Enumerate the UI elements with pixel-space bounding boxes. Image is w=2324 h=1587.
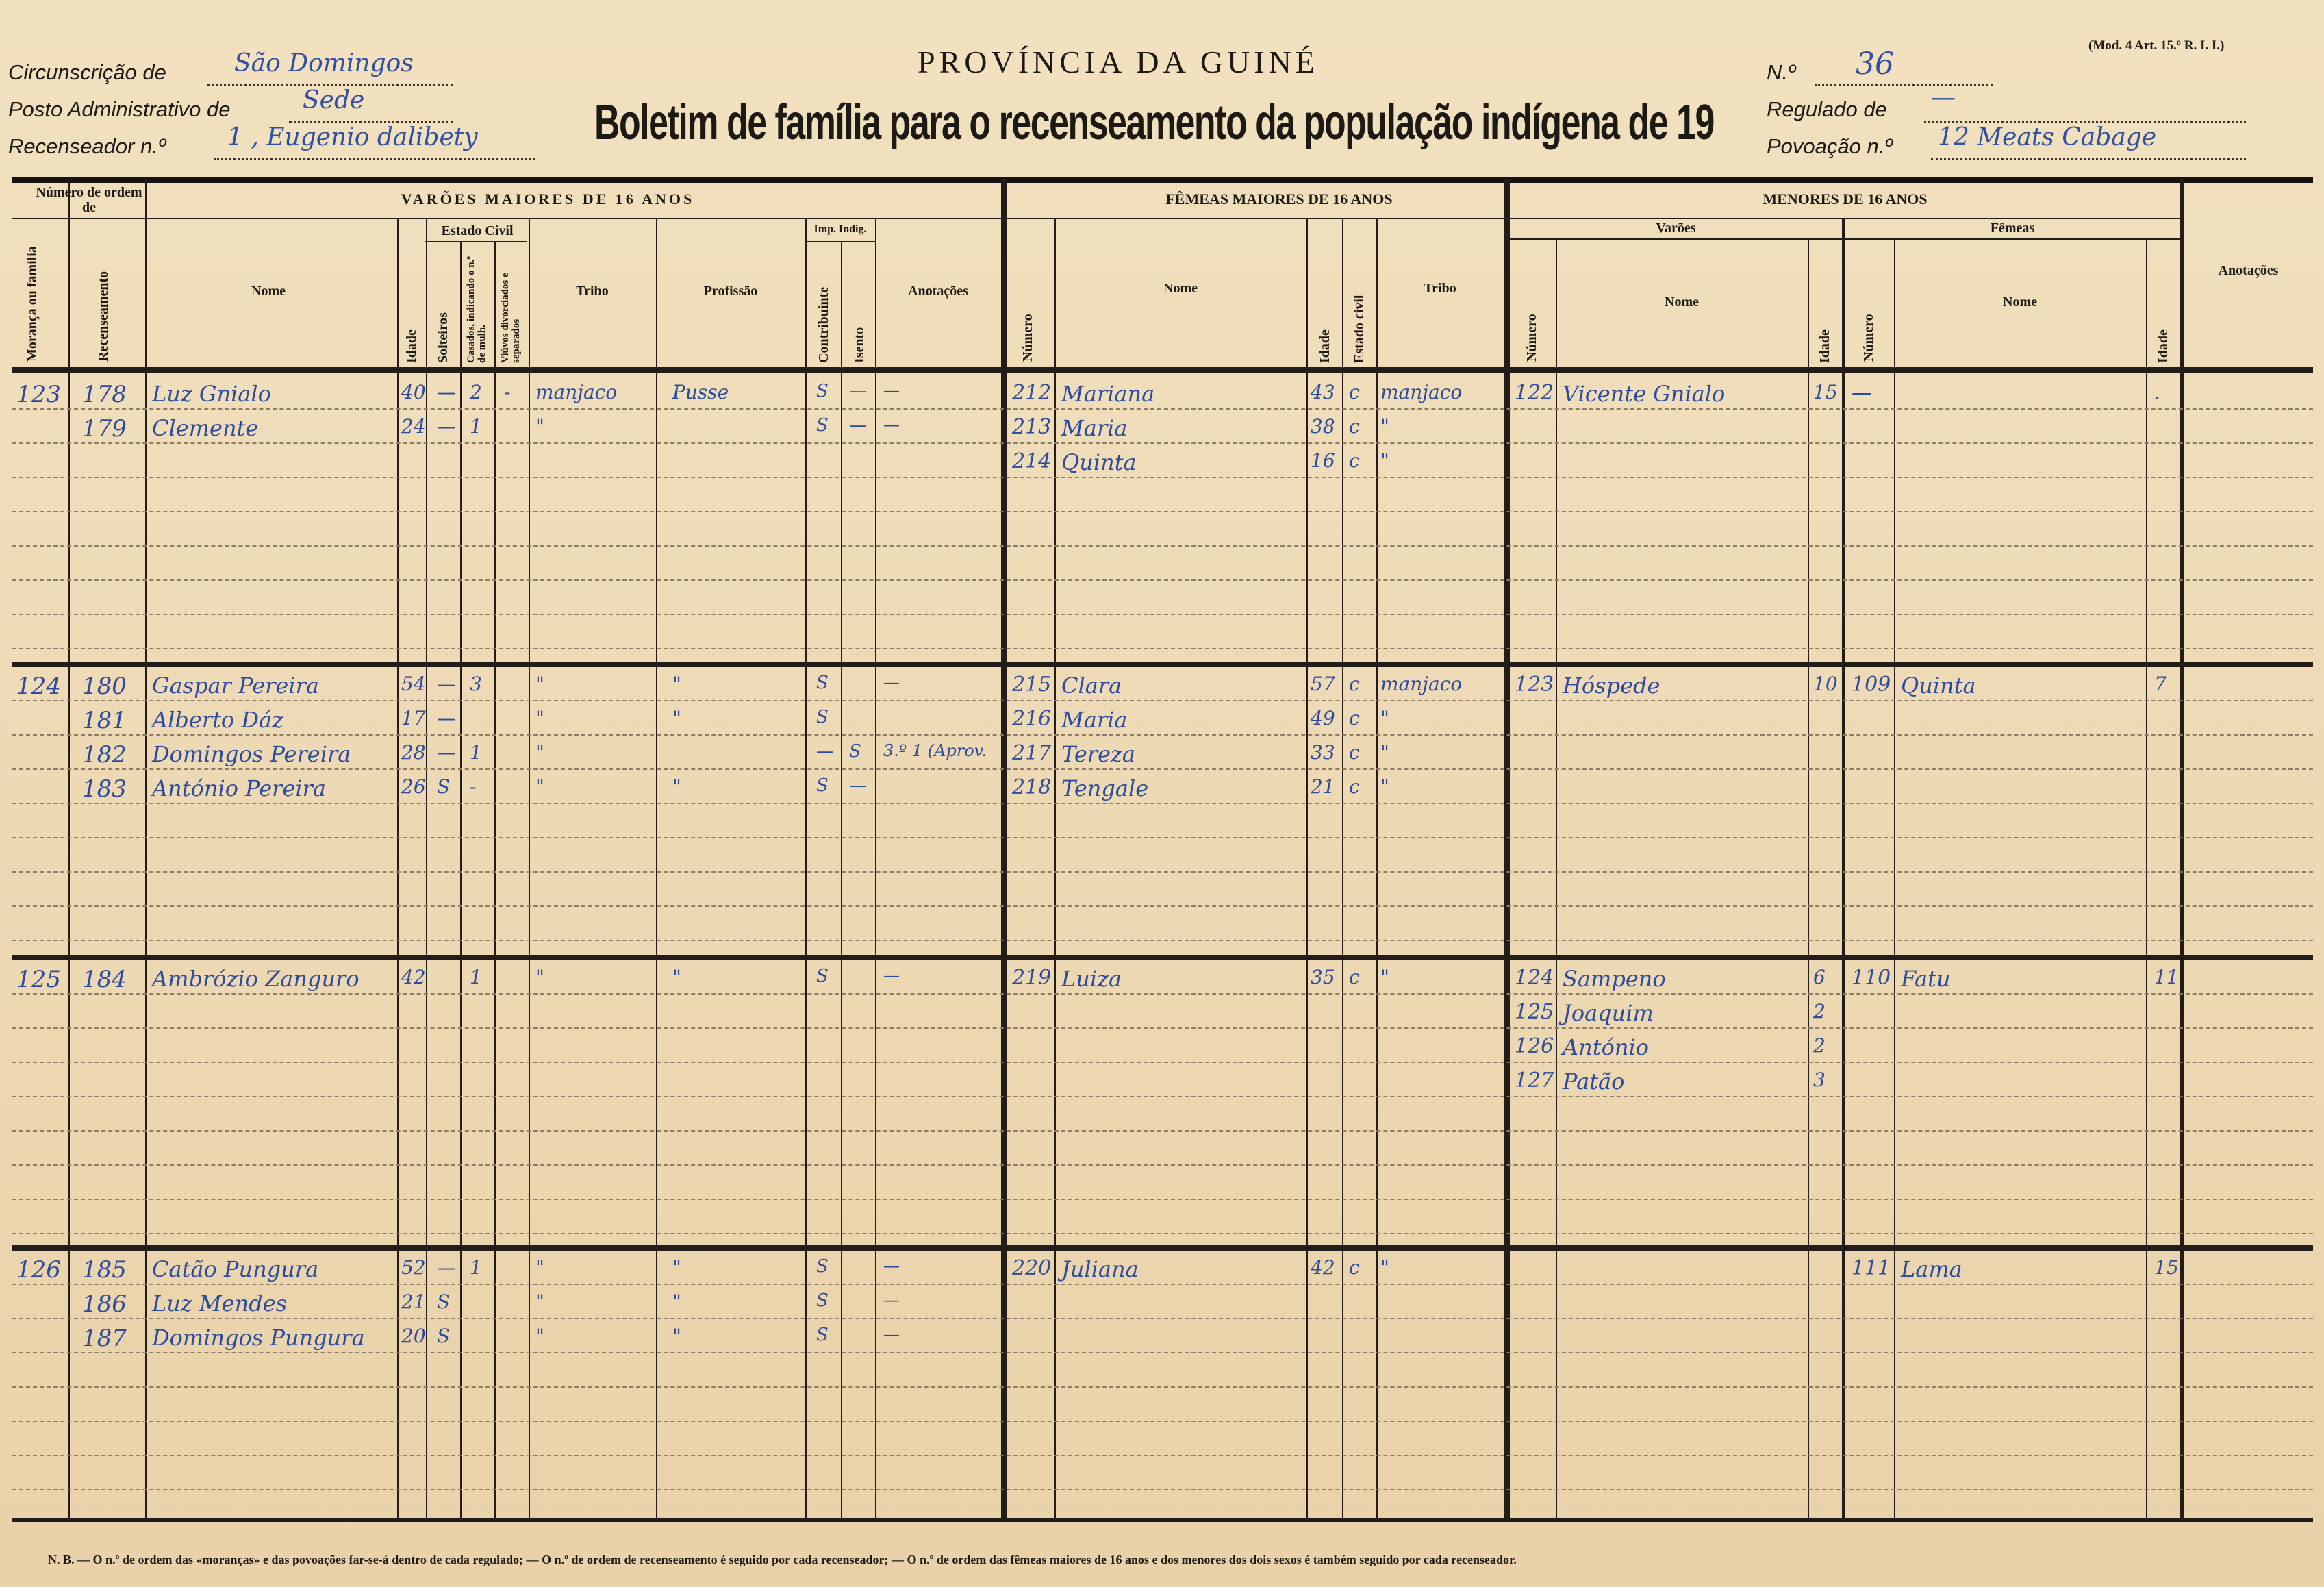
male-name: Ambrózio Zanguro	[152, 966, 359, 992]
dotted-line	[12, 1199, 2313, 1200]
col-line	[1808, 238, 1809, 1522]
col-line	[145, 179, 147, 1522]
dotted-line	[12, 905, 2313, 907]
girl-number: 110	[1852, 966, 1891, 990]
dotted-line	[12, 648, 2313, 649]
col-line	[1306, 218, 1308, 1522]
male-age: 52	[401, 1256, 426, 1279]
male-tribe: "	[535, 1290, 544, 1313]
recenseador-dots	[214, 158, 535, 160]
male-contribuinte: S	[816, 966, 829, 986]
posto-value: Sede	[303, 86, 365, 114]
varoes-group-title: VARÕES MAIORES DE 16 ANOS	[401, 190, 695, 208]
male-solteiro: —	[437, 415, 456, 438]
male-annotation: —	[883, 381, 900, 400]
col-line	[841, 241, 842, 1522]
female-tribe: "	[1380, 741, 1389, 764]
female-name: Maria	[1061, 707, 1128, 733]
female-civil-status: c	[1349, 966, 1360, 988]
footnote: N. B. — O n.º de ordem das «moranças» e das povoações far-se-á dentro de cada regulado; — O n.º de ordem de recenseamento é seguido por cada recenseador; — O n.º de ordem das fêmeas maiores de 16 anos e dos menores dos dois sexos é também seguido por cada recenseador.	[48, 1553, 1517, 1566]
col-tribo: Tribo	[576, 284, 609, 299]
female-civil-status: c	[1349, 415, 1360, 438]
girl-name: Quinta	[1901, 673, 1976, 699]
boy-age: 10	[1813, 673, 1838, 695]
girl-number: —	[1852, 381, 1872, 405]
boy-name: Joaquim	[1563, 1000, 1654, 1026]
moranca-number: 124	[16, 673, 61, 700]
male-annotation: —	[883, 1290, 900, 1310]
female-civil-status: c	[1349, 775, 1360, 798]
col-estado-civil-f: Estado civil	[1352, 295, 1367, 363]
dotted-line	[12, 768, 2313, 770]
female-age: 35	[1311, 966, 1335, 988]
regulado-label: Regulado de	[1767, 97, 1887, 121]
dotted-line	[12, 1489, 2313, 1490]
col-moranca: Morança ou família	[25, 246, 40, 362]
dotted-line	[12, 993, 2313, 995]
male-solteiro: S	[437, 775, 451, 798]
numero-value: 36	[1856, 47, 1894, 82]
col-femeas: Fêmeas	[1990, 221, 2035, 236]
male-age: 20	[401, 1325, 426, 1347]
female-name: Quinta	[1061, 449, 1137, 475]
dotted-line	[12, 477, 2313, 478]
male-isento: —	[849, 775, 867, 796]
male-profession: "	[672, 775, 681, 798]
circunscricao-label: Circunscrição de	[8, 60, 166, 84]
male-isento: S	[849, 741, 861, 762]
estado-civil-rule	[425, 241, 527, 242]
female-age: 42	[1311, 1256, 1335, 1279]
col-numero-f: Número	[1020, 314, 1035, 362]
male-name: António Pereira	[152, 775, 326, 801]
recenseador-label: Recenseador n.º	[8, 134, 166, 158]
col-anotacoes: Anotações	[908, 284, 968, 299]
boy-name: Sampeno	[1563, 966, 1666, 992]
female-number: 216	[1012, 707, 1052, 731]
col-nome-menor-f: Nome	[2003, 295, 2037, 310]
recenseamento-number: 179	[82, 415, 127, 442]
menores-anotacoes-divider	[2180, 179, 2184, 1522]
col-varoes: Varões	[1656, 221, 1696, 236]
recenseador-row	[8, 123, 583, 164]
povoacao-dots	[1931, 158, 2246, 160]
dotted-line	[12, 579, 2313, 581]
circunscricao-row	[8, 49, 583, 90]
col-nome-menor-m: Nome	[1665, 295, 1699, 310]
col-numero-menor-m: Número	[1524, 314, 1539, 362]
col-line	[1342, 218, 1343, 1522]
col-imp-indig: Imp. Indig.	[813, 223, 867, 235]
boy-age: 2	[1813, 1034, 1826, 1057]
dotted-line	[12, 700, 2313, 701]
header-left-block	[8, 49, 583, 164]
male-tribe: "	[535, 966, 544, 988]
recenseamento-number: 182	[82, 741, 127, 768]
boy-age: 6	[1813, 966, 1826, 988]
recenseador-value: 1 , Eugenio dalibety	[227, 123, 478, 151]
female-tribe: "	[1380, 449, 1389, 472]
male-contribuinte: S	[816, 381, 829, 401]
male-name: Alberto Dáz	[152, 707, 283, 733]
male-casados: 3	[470, 673, 482, 695]
male-profession: "	[672, 1256, 681, 1279]
col-recenseamento: Recenseamento	[96, 271, 111, 362]
numero-row	[1767, 47, 2301, 90]
male-solteiro: —	[437, 1256, 456, 1279]
dotted-line	[12, 1386, 2313, 1388]
male-profession: "	[672, 707, 681, 729]
female-tribe: "	[1380, 415, 1389, 438]
col-idade: Idade	[404, 329, 419, 363]
female-name: Luiza	[1061, 966, 1122, 992]
male-age: 21	[401, 1290, 426, 1313]
girl-number: 109	[1852, 673, 1891, 697]
male-casados: -	[470, 775, 477, 798]
col-line	[1556, 238, 1557, 1522]
col-vivos: Viúvos divorciados e separados	[500, 273, 522, 363]
povoacao-label: Povoação n.º	[1767, 134, 1893, 158]
col-idade-menor-f: Idade	[2156, 329, 2171, 363]
col-numero-menor-f: Número	[1861, 314, 1876, 362]
male-contribuinte: S	[816, 707, 829, 727]
col-profissao: Profissão	[703, 284, 758, 299]
numero-label: N.º	[1767, 60, 1796, 84]
female-civil-status: c	[1349, 741, 1360, 764]
col-line	[397, 218, 399, 1522]
posto-row	[8, 86, 583, 127]
dotted-line	[12, 1352, 2313, 1353]
male-viuvo: -	[504, 381, 511, 403]
recenseamento-number: 183	[82, 775, 127, 803]
col-idade-menor-m: Idade	[1817, 329, 1832, 363]
female-number: 219	[1012, 966, 1052, 990]
male-annotation: 3.º 1 (Aprov.	[883, 741, 987, 760]
province-heading: PROVÍNCIA DA GUINÉ	[918, 45, 1319, 79]
girl-age: .	[2154, 381, 2160, 403]
male-annotation: —	[883, 673, 900, 692]
male-age: 17	[401, 707, 426, 729]
male-solteiro: —	[437, 741, 456, 764]
male-tribe: "	[535, 741, 544, 764]
recenseamento-number: 178	[82, 381, 127, 408]
male-name: Catão Pungura	[152, 1256, 319, 1282]
male-profession: "	[672, 673, 681, 695]
dotted-line	[12, 511, 2313, 512]
col-idade-f: Idade	[1317, 329, 1332, 363]
dotted-line	[12, 614, 2313, 615]
female-age: 38	[1311, 415, 1335, 438]
col-line	[426, 218, 427, 1522]
boy-name: Patão	[1563, 1069, 1625, 1095]
female-civil-status: c	[1349, 449, 1360, 472]
boy-name: António	[1563, 1034, 1649, 1060]
varoes-femeas-divider	[1001, 179, 1007, 1522]
male-casados: 1	[470, 1256, 482, 1279]
female-name: Clara	[1061, 673, 1122, 699]
female-tribe: "	[1380, 775, 1389, 798]
male-profession: Pusse	[672, 381, 729, 403]
recenseamento-number: 186	[82, 1290, 127, 1318]
male-contribuinte: S	[816, 415, 829, 436]
col-nome-f: Nome	[1163, 281, 1198, 296]
female-age: 43	[1311, 381, 1335, 403]
male-name: Luz Mendes	[152, 1290, 288, 1316]
recenseamento-number: 184	[82, 966, 127, 993]
female-civil-status: c	[1349, 673, 1360, 695]
male-solteiro: S	[437, 1290, 451, 1313]
female-name: Juliana	[1061, 1256, 1139, 1282]
male-profession: "	[672, 966, 681, 988]
female-name: Mariana	[1061, 381, 1155, 407]
boy-age: 15	[1813, 381, 1838, 403]
female-number: 215	[1012, 673, 1052, 697]
male-contribuinte: S	[816, 673, 829, 693]
male-casados: 1	[470, 415, 482, 438]
boy-number: 124	[1515, 966, 1554, 990]
boy-number: 126	[1515, 1034, 1554, 1058]
male-profession: "	[672, 1290, 681, 1313]
boy-age: 2	[1813, 1000, 1826, 1023]
male-solteiro: —	[437, 381, 456, 403]
femeas-group-title: FÊMEAS MAIORES DE 16 ANOS	[1165, 190, 1393, 208]
male-annotation: —	[883, 415, 900, 434]
model-reference: (Mod. 4 Art. 15.º R. I. I.)	[2088, 38, 2225, 53]
dotted-line	[12, 1318, 2313, 1319]
male-annotation: —	[883, 1325, 900, 1344]
header-right-block	[1767, 47, 2301, 164]
male-tribe: manjaco	[535, 381, 618, 403]
male-name: Luz Gnialo	[152, 381, 271, 407]
dotted-line	[12, 803, 2313, 804]
col-solteiros: Solteiros	[435, 312, 451, 363]
female-tribe: manjaco	[1380, 673, 1463, 695]
male-casados: 1	[470, 741, 482, 764]
menores-sub-rule	[1510, 238, 2180, 240]
female-number: 212	[1012, 381, 1052, 405]
col-numero-ordem: Número de ordem de	[36, 185, 142, 215]
boy-number: 122	[1515, 381, 1554, 405]
numero-dots	[1815, 84, 1993, 86]
male-name: Domingos Pungura	[152, 1325, 365, 1351]
col-line	[805, 218, 807, 1522]
regulado-row	[1767, 84, 2301, 127]
male-contribuinte: S	[816, 775, 829, 796]
col-line	[1054, 218, 1056, 1522]
female-number: 213	[1012, 415, 1052, 439]
male-contribuinte: S	[816, 1290, 829, 1311]
col-line	[68, 179, 70, 1522]
female-age: 49	[1311, 707, 1335, 729]
col-line	[460, 241, 462, 1522]
girl-age: 11	[2154, 966, 2179, 988]
male-tribe: "	[535, 1256, 544, 1279]
dotted-line	[12, 1284, 2313, 1285]
imp-indig-rule	[805, 241, 875, 242]
dotted-line	[12, 1421, 2313, 1422]
boy-name: Vicente Gnialo	[1563, 381, 1726, 407]
male-casados: 2	[470, 381, 482, 403]
regulado-value: —	[1931, 84, 1956, 112]
col-line	[2146, 238, 2147, 1522]
dotted-line	[12, 1096, 2313, 1097]
family-separator	[12, 662, 2313, 667]
dotted-line	[12, 871, 2313, 873]
female-age: 33	[1311, 741, 1335, 764]
col-line	[529, 218, 530, 1522]
girl-name: Lama	[1901, 1256, 1962, 1282]
male-age: 54	[401, 673, 426, 695]
female-tribe: "	[1380, 966, 1389, 988]
col-isento: Isento	[852, 327, 867, 363]
dotted-line	[12, 1233, 2313, 1234]
povoacao-value: 12 Meats Cabage	[1938, 123, 2157, 151]
male-age: 42	[401, 966, 426, 988]
moranca-number: 126	[16, 1256, 61, 1284]
povoacao-row	[1767, 123, 2301, 164]
recenseamento-number: 187	[82, 1325, 127, 1352]
male-age: 28	[401, 741, 426, 764]
recenseamento-number: 180	[82, 673, 127, 700]
female-civil-status: c	[1349, 1256, 1360, 1279]
dotted-line	[12, 1027, 2313, 1029]
male-age: 24	[401, 415, 426, 438]
male-contribuinte: —	[816, 741, 834, 762]
col-contribuinte: Contribuinte	[816, 286, 831, 363]
col-line	[875, 218, 876, 1522]
col-nome: Nome	[251, 284, 286, 299]
femeas-menores-divider	[1504, 179, 1510, 1522]
col-line	[656, 218, 657, 1522]
male-tribe: "	[535, 1325, 544, 1347]
female-tribe: manjaco	[1380, 381, 1463, 403]
female-number: 214	[1012, 449, 1052, 473]
male-age: 26	[401, 775, 426, 798]
male-contribuinte: S	[816, 1325, 829, 1345]
recenseamento-number: 181	[82, 707, 127, 734]
dotted-line	[12, 837, 2313, 838]
dotted-line	[12, 408, 2313, 410]
female-name: Tereza	[1061, 741, 1135, 767]
male-name: Gaspar Pereira	[152, 673, 319, 699]
col-estado-civil: Estado Civil	[441, 223, 514, 238]
dotted-line	[12, 940, 2313, 941]
header-bottom-rule	[12, 367, 2313, 373]
boy-number: 125	[1515, 1000, 1554, 1024]
dotted-line	[12, 1164, 2313, 1166]
boy-number: 127	[1515, 1069, 1554, 1092]
col-line	[1894, 238, 1895, 1522]
female-civil-status: c	[1349, 381, 1360, 403]
girl-age: 7	[2154, 673, 2167, 695]
dotted-line	[12, 1455, 2313, 1456]
girl-number: 111	[1852, 1256, 1891, 1280]
boy-name: Hóspede	[1563, 673, 1660, 699]
male-casados: 1	[470, 966, 482, 988]
female-age: 16	[1311, 449, 1335, 472]
male-tribe: "	[535, 707, 544, 729]
menores-group-title: MENORES DE 16 ANOS	[1763, 190, 1928, 208]
col-line	[1842, 218, 1845, 1522]
col-line	[494, 241, 496, 1522]
male-solteiro: —	[437, 707, 456, 729]
moranca-number: 125	[16, 966, 61, 993]
female-name: Maria	[1061, 415, 1128, 441]
male-solteiro: —	[437, 673, 456, 695]
male-age: 40	[401, 381, 426, 403]
female-civil-status: c	[1349, 707, 1360, 729]
male-profession: "	[672, 1325, 681, 1347]
male-name: Clemente	[152, 415, 259, 441]
male-tribe: "	[535, 673, 544, 695]
girl-name: Fatu	[1901, 966, 1951, 992]
male-contribuinte: S	[816, 1256, 829, 1277]
female-number: 220	[1012, 1256, 1052, 1280]
girl-age: 15	[2154, 1256, 2179, 1279]
male-isento: —	[849, 381, 867, 401]
female-name: Tengale	[1061, 775, 1149, 801]
circunscricao-value: São Domingos	[234, 49, 414, 77]
male-annotation: —	[883, 1256, 900, 1275]
col-line	[1376, 218, 1378, 1522]
dotted-line	[12, 1130, 2313, 1132]
dotted-line	[12, 734, 2313, 736]
family-separator	[12, 955, 2313, 960]
female-number: 217	[1012, 741, 1052, 765]
male-tribe: "	[535, 415, 544, 438]
col-tribo-f: Tribo	[1424, 281, 1456, 296]
family-separator	[12, 1245, 2313, 1251]
female-tribe: "	[1380, 1256, 1389, 1279]
moranca-number: 123	[16, 381, 61, 408]
col-anotacoes-final: Anotações	[2218, 263, 2279, 278]
male-isento: —	[849, 415, 867, 436]
female-number: 218	[1012, 775, 1052, 799]
dotted-line	[12, 545, 2313, 547]
male-tribe: "	[535, 775, 544, 798]
dotted-line	[12, 442, 2313, 444]
form-title: Boletim de família para o recenseamento da população indígena de 19	[594, 95, 1714, 150]
dotted-line	[12, 1062, 2313, 1063]
col-casados: Casados, indicando o n.º de mulh.	[466, 255, 488, 363]
boy-age: 3	[1813, 1069, 1826, 1091]
female-age: 57	[1311, 673, 1335, 695]
male-name: Domingos Pereira	[152, 741, 351, 767]
male-annotation: —	[883, 966, 900, 985]
table-bottom-rule	[12, 1518, 2313, 1522]
boy-number: 123	[1515, 673, 1554, 697]
recenseamento-number: 185	[82, 1256, 127, 1284]
female-tribe: "	[1380, 707, 1389, 729]
group-title-rule	[12, 218, 2180, 219]
male-solteiro: S	[437, 1325, 451, 1347]
female-age: 21	[1311, 775, 1335, 798]
posto-label: Posto Administrativo de	[8, 97, 231, 121]
